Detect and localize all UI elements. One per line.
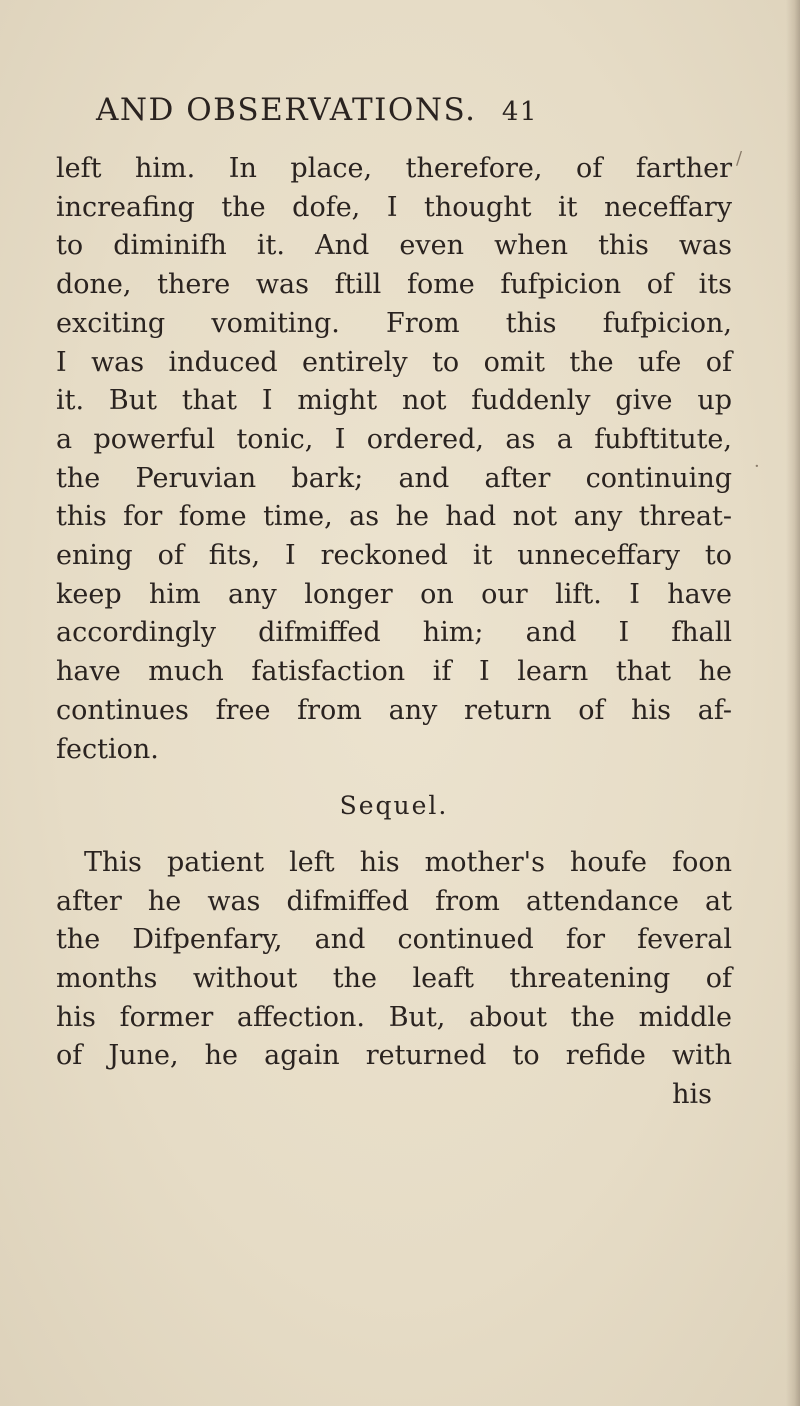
body-text (56, 150, 732, 1115)
page-number: 41 (501, 97, 538, 127)
text-line: done, there was ftill fome fufpicion of its (56, 269, 732, 301)
section-heading: Sequel. (339, 791, 449, 821)
text-line: increafing the dofe, I thought it neceffary (56, 191, 732, 223)
paragraph (56, 150, 732, 769)
text-line: it. But that I might not fuddenly give up (56, 385, 732, 417)
text-line: the Peruvian bark; and after continuing (56, 462, 732, 494)
text-line: this for fome time, as he had not any threat- (56, 501, 732, 533)
text-line: exciting vomiting. From this fufpicion, (56, 307, 732, 339)
running-title: AND OBSERVATIONS. (96, 92, 477, 128)
paragraph (56, 844, 732, 1115)
margin-mark: · (754, 456, 760, 477)
text-line: his former affection. But, about the middle (56, 1001, 732, 1033)
catchword: his (672, 1079, 712, 1111)
text-line: fection. (56, 733, 159, 765)
text-line: continues free from any return of his af- (56, 694, 732, 726)
text-line: to diminifh it. And even when this was (56, 230, 732, 262)
text-line: left him. In place, therefore, of farther (56, 153, 732, 184)
text-line: I was induced entirely to omit the ufe of (56, 346, 732, 378)
page-edge-shadow (786, 0, 800, 1406)
text-line: after he was difmiffed from attendance at (56, 885, 732, 917)
text-line: months without the leaft threatening of (56, 963, 732, 995)
text-line: keep him any longer on our lift. I have (56, 578, 732, 610)
text-line: accordingly difmiffed him; and I fhall (56, 617, 732, 649)
text-line: ening of fits, I reckoned it unneceffary to (56, 540, 732, 572)
text-line: of June, he again returned to refide with (56, 1040, 732, 1072)
text-line: a powerful tonic, I ordered, as a fubftitute, (56, 423, 732, 455)
margin-mark: / (736, 148, 743, 169)
text-line: This patient left his mother's houfe foon (84, 846, 732, 878)
text-line: the Difpenfary, and continued for feveral (56, 924, 732, 956)
running-header (96, 92, 696, 140)
text-line: have much fatisfaction if I learn that he (56, 656, 732, 688)
